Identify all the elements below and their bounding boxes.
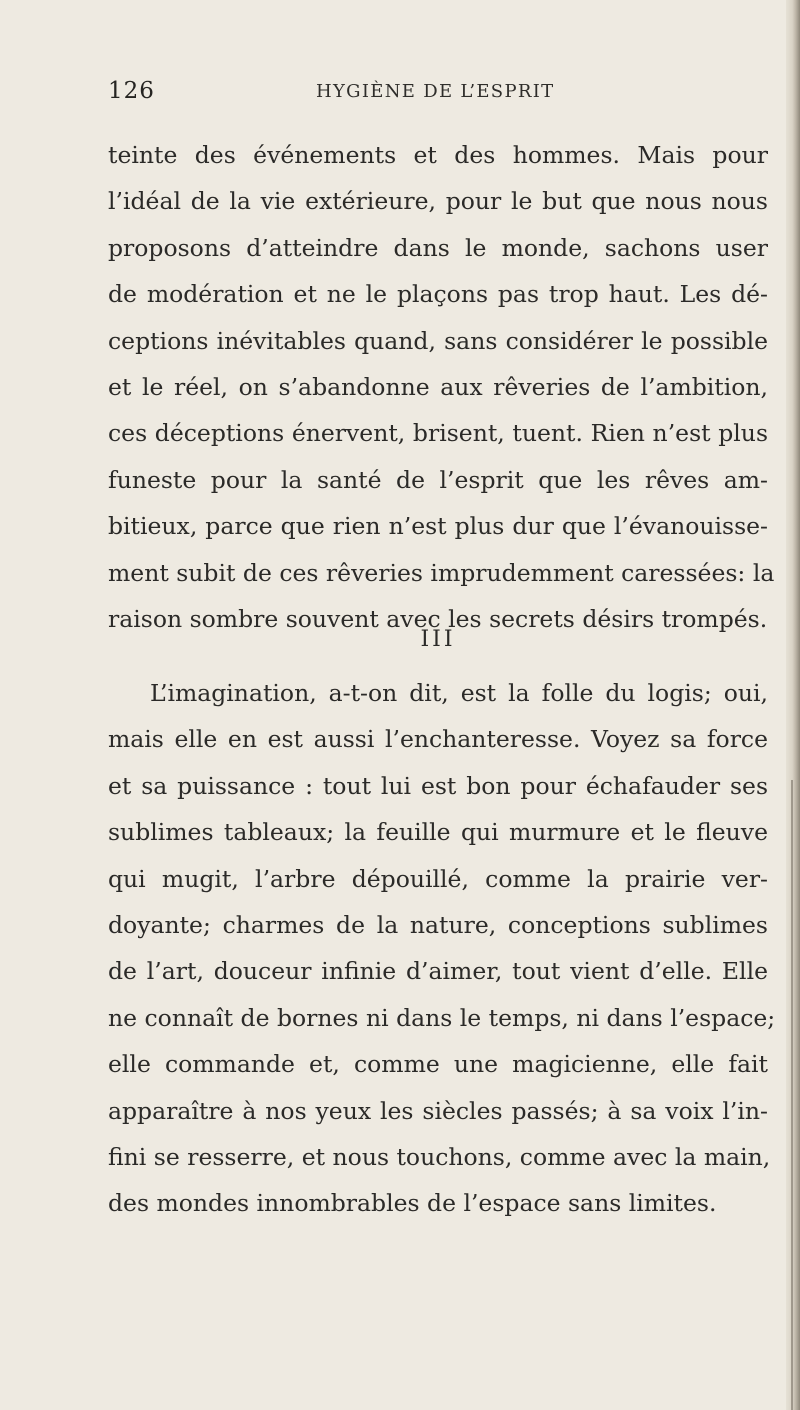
text-line: des mondes innombrables de l’espace sans limites. [108, 1189, 717, 1218]
text-line: apparaître à nos yeux les siècles passés; à sa voix l’in- [108, 1096, 768, 1125]
text-line: de l’art, douceur infinie d’aimer, tout vient d’elle. Elle [108, 957, 768, 986]
text-line: fini se resserre, et nous touchons, comme avec la main, [108, 1142, 771, 1171]
text-line: raison sombre souvent avec les secrets désirs trompés. [108, 604, 768, 633]
running-header [108, 78, 758, 108]
text-line: teinte des événements et des hommes. Mais pour [108, 141, 768, 169]
text-line: ceptions inévitables quand, sans considérer le possible [108, 326, 768, 355]
page-number: 126 [108, 78, 155, 104]
running-title: HYGIÈNE DE L’ESPRIT [316, 81, 555, 102]
paragraph-2 [108, 670, 776, 1227]
section-heading: III [420, 627, 456, 652]
text-line: et sa puissance : tout lui est bon pour échafauder ses [108, 771, 768, 800]
text-line: proposons d’atteindre dans le monde, sachons user [108, 233, 768, 262]
text-line: qui mugit, l’arbre dépouillé, comme la prairie ver- [108, 864, 768, 893]
text-line: ment subit de ces rêveries imprudemment caressées: la [108, 558, 775, 587]
text-line: de modération et ne le plaçons pas trop haut. Les dé- [108, 280, 768, 309]
text-line: doyante; charmes de la nature, conceptions sublimes [108, 910, 768, 939]
text-line: L’imagination, a-t-on dit, est la folle du logis; oui, [150, 679, 768, 707]
text-line: bitieux, parce que rien n’est plus dur que l’évanouisse- [108, 512, 768, 541]
page-edge-shadow [786, 0, 800, 1410]
paragraph-1 [108, 132, 775, 642]
text-line: elle commande et, comme une magicienne, elle fait [108, 1050, 768, 1079]
text-line: l’idéal de la vie extérieure, pour le but que nous nous [108, 187, 768, 216]
text-line: funeste pour la santé de l’esprit que les rêves am- [108, 465, 768, 494]
text-line: mais elle en est aussi l’enchanteresse. Voyez sa force [108, 725, 768, 754]
text-line: ne connaît de bornes ni dans le temps, ni dans l’espace; [108, 1003, 776, 1032]
section-heading-container [108, 627, 768, 673]
text-line: ces déceptions énervent, brisent, tuent. Rien n’est plus [108, 419, 768, 448]
text-line: et le réel, on s’abandonne aux rêveries de l’ambition, [108, 372, 768, 401]
text-line: sublimes tableaux; la feuille qui murmure et le fleuve [108, 818, 768, 847]
